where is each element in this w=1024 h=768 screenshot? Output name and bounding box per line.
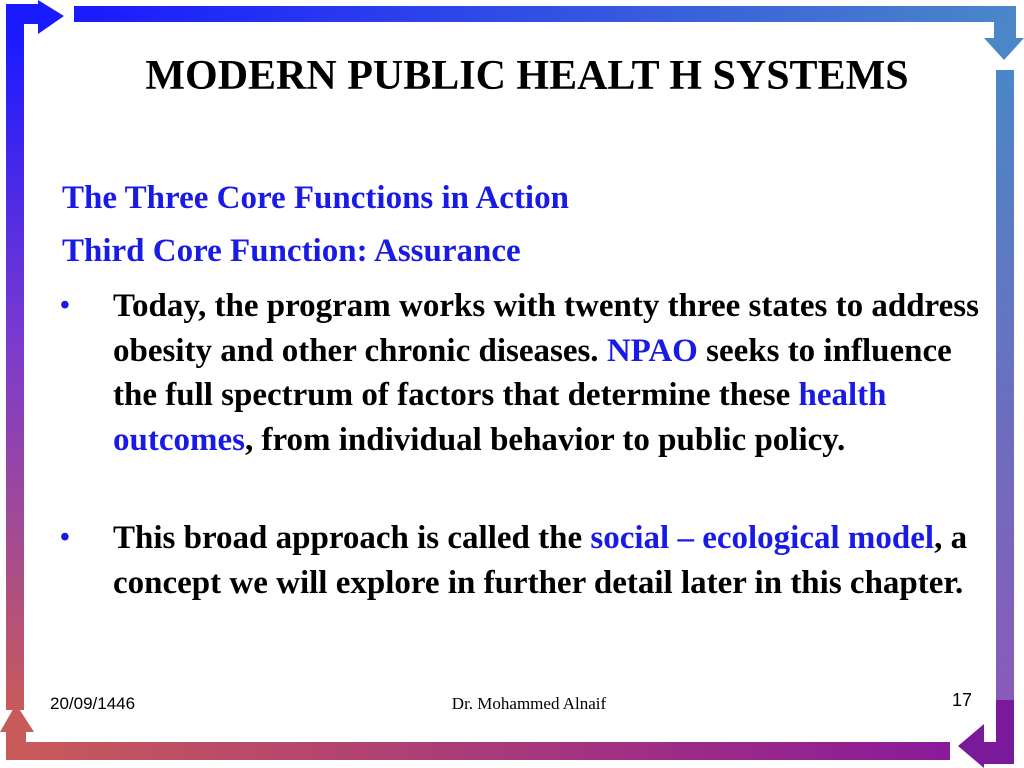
frame-right-bar (996, 70, 1014, 710)
bullet-paragraph-1 (113, 284, 993, 462)
bullet-paragraph-2 (113, 516, 993, 605)
bullet1-text-b: seeks to influence the full spectrum of factors that determine these (113, 332, 952, 413)
subtitle-core-functions: The Three Core Functions in Action (62, 180, 569, 216)
footer-date: 20/09/1446 (50, 694, 136, 713)
frame-bottom-bar (20, 742, 950, 760)
bullet1-text-a: Today, the program works with twenty three states to address obesity and other chronic diseases. (113, 288, 979, 369)
frame-top-bar (74, 6, 1010, 22)
frame-left-bar (6, 34, 24, 710)
bullet2-highlight-social-ecological-model: social – ecological model (590, 520, 935, 556)
bullet-marker-1: • (60, 290, 70, 321)
slide-title: MODERN PUBLIC HEALT H SYSTEMS (145, 53, 909, 99)
bullet-marker-2: • (60, 522, 70, 553)
bullet1-text-c: , from individual behavior to public policy. (244, 421, 846, 458)
bullet1-highlight-health-outcomes: health outcomes (113, 377, 887, 458)
footer-page-number: 17 (952, 690, 973, 710)
subtitle-assurance: Third Core Function: Assurance (62, 233, 521, 269)
bullet2-text-b: , a concept we will explore in further detail later in this chapter. (113, 520, 968, 601)
bullet2-text-a: This broad approach is called the (113, 520, 591, 556)
footer-author: Dr. Mohammed Alnaif (451, 694, 607, 713)
frame-top-left-arrow (6, 0, 64, 40)
bullet1-highlight-npao: NPAO (606, 332, 698, 369)
